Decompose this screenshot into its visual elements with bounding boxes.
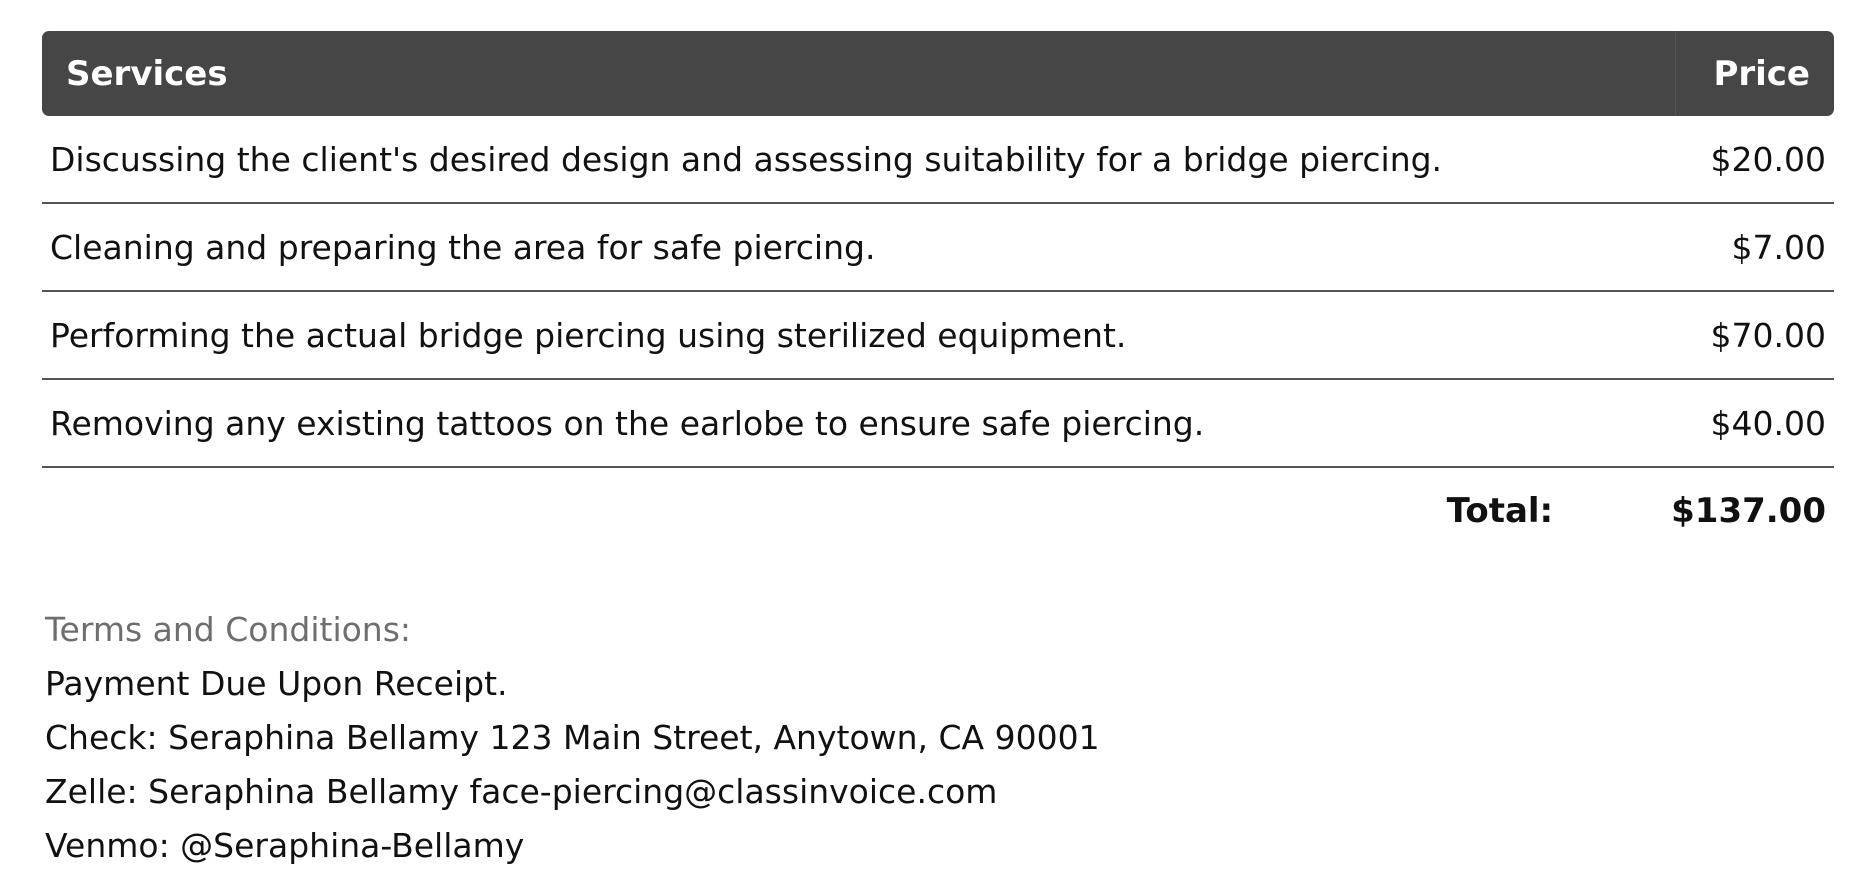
table-header-row [42,31,1834,116]
column-header-price: Price [1676,31,1835,116]
terms-heading: Terms and Conditions: [45,610,412,649]
terms-zelle-info: Zelle: Seraphina Bellamy face-piercing@classinvoice.com [45,772,998,811]
service-price: $70.00 [1676,291,1835,379]
table-row [42,203,1834,291]
total-label: Total: [1446,491,1554,531]
terms-and-conditions [42,603,1834,873]
service-description: Discussing the client's desired design and assessing suitability for a bridge piercing. [42,116,1676,203]
invoice-services-section [42,31,1834,873]
total-row [42,468,1834,554]
services-table [42,31,1834,468]
table-row [42,291,1834,379]
column-header-services: Services [42,31,1676,116]
table-row [42,116,1834,203]
service-description: Removing any existing tattoos on the earlobe to ensure safe piercing. [42,379,1676,467]
service-price: $40.00 [1676,379,1835,467]
service-price: $7.00 [1676,203,1835,291]
terms-venmo-info: Venmo: @Seraphina-Bellamy [45,826,525,865]
total-value: $137.00 [1671,491,1826,531]
service-price: $20.00 [1676,116,1835,203]
terms-check-info: Check: Seraphina Bellamy 123 Main Street, Anytown, CA 90001 [45,718,1100,757]
service-description: Cleaning and preparing the area for safe piercing. [42,203,1676,291]
service-description: Performing the actual bridge piercing using sterilized equipment. [42,291,1676,379]
table-row [42,379,1834,467]
terms-payment-due: Payment Due Upon Receipt. [45,664,508,703]
